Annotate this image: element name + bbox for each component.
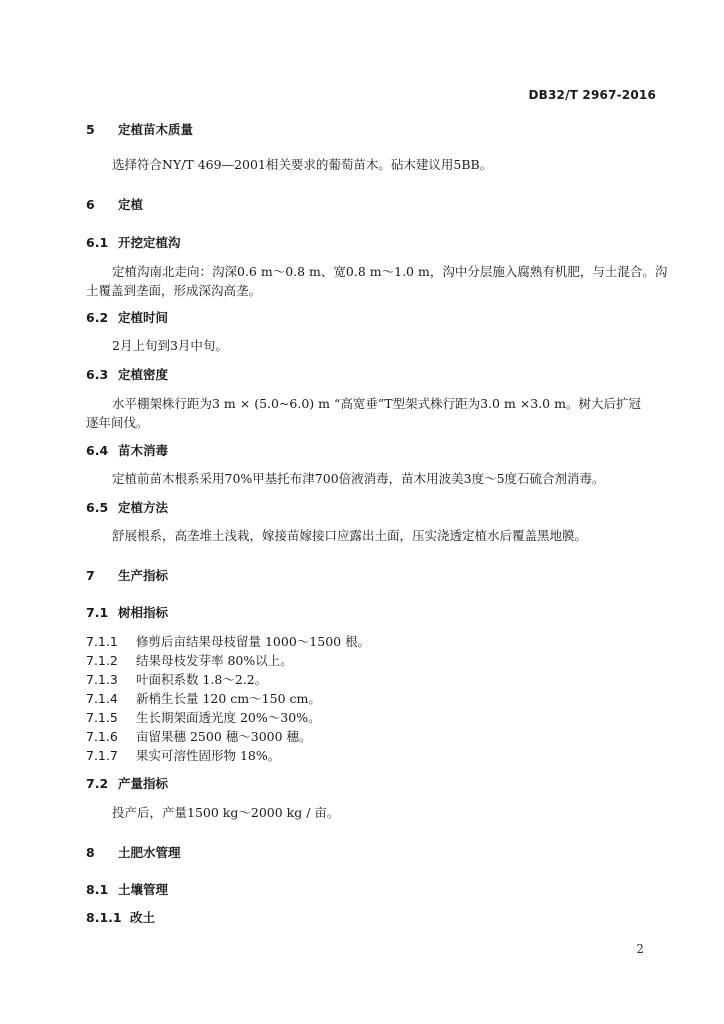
- section-8-1-1-heading: [86, 908, 155, 926]
- section-title: 定植密度: [118, 367, 169, 382]
- section-title: 定植: [118, 197, 144, 212]
- section-title: 苗木消毒: [118, 443, 169, 458]
- section-title: 土壤管理: [118, 882, 169, 897]
- subitem-text: 新梢生长量 120 cm～150 cm。: [136, 691, 321, 706]
- subitem-text: 亩留果穗 2500 穗～3000 穗。: [136, 729, 312, 744]
- section-title: 改土: [130, 910, 156, 925]
- section-number: 8.1: [86, 882, 109, 897]
- section-title: 定植时间: [118, 310, 169, 325]
- section-5-heading: [86, 120, 193, 138]
- subitem-number: 7.1.4: [86, 691, 118, 706]
- subitem-7-1-2: [86, 651, 293, 669]
- section-6-2-heading: [86, 308, 168, 326]
- section-number: 6.2: [86, 310, 109, 325]
- section-6-5-body: 舒展根系，高垄堆土浅栽，嫁接苗嫁接口应露出土面，压实浇透定植水后覆盖黑地膜。: [112, 528, 588, 543]
- subitem-number: 7.1.2: [86, 653, 118, 668]
- section-6-4-body: 定植前苗木根系采用70%甲基托布津700倍液消毒，苗木用波美3度～5度石硫合剂消毒。: [112, 471, 605, 486]
- section-number: 6.1: [86, 235, 109, 250]
- section-number: 5: [86, 122, 95, 137]
- section-7-2-body: 投产后，产量1500 kg～2000 kg / 亩。: [112, 805, 340, 820]
- section-5-body: 选择符合NY/T 469—2001相关要求的葡萄苗木。砧木建议用5BB。: [112, 157, 493, 172]
- section-number: 6: [86, 197, 95, 212]
- subitem-7-1-4: [86, 689, 321, 707]
- subitem-7-1-7: [86, 746, 280, 764]
- section-6-3-heading: [86, 365, 168, 383]
- section-number: 7: [86, 568, 95, 583]
- section-title: 开挖定植沟: [118, 235, 181, 250]
- section-6-heading: [86, 195, 143, 213]
- section-title: 定植方法: [118, 500, 169, 515]
- section-number: 6.3: [86, 367, 109, 382]
- subitem-number: 7.1.7: [86, 748, 118, 763]
- section-6-1-body-line-1: 定植沟南北走向：沟深0.6 m～0.8 m、宽0.8 m～1.0 m，沟中分层施入腐熟有机肥，与土混合。沟: [112, 264, 668, 279]
- section-number: 6.5: [86, 500, 109, 515]
- section-title: 产量指标: [118, 776, 169, 791]
- section-6-3-body-line-2: 逐年间伐。: [86, 415, 149, 430]
- subitem-text: 生长期架面透光度 20%～30%。: [136, 710, 321, 725]
- section-number: 8.1.1: [86, 910, 122, 925]
- section-number: 7.1: [86, 605, 109, 620]
- section-6-3-body-line-1: 水平棚架株行距为3 m × (5.0~6.0) m “高宽垂”T型架式株行距为3.0 m ×3.0 m。树大后扩冠: [112, 396, 641, 411]
- subitem-number: 7.1.6: [86, 729, 118, 744]
- section-title: 土肥水管理: [118, 845, 181, 860]
- subitem-text: 修剪后亩结果母枝留量 1000～1500 根。: [136, 634, 371, 649]
- section-6-1-body-line-2: 土覆盖到垄面，形成深沟高垄。: [86, 283, 262, 298]
- section-title: 生产指标: [118, 568, 169, 583]
- section-number: 6.4: [86, 443, 109, 458]
- subitem-7-1-3: [86, 670, 267, 688]
- section-title: 定植苗木质量: [118, 122, 194, 137]
- subitem-text: 结果母枝发芽率 80%以上。: [136, 653, 293, 668]
- section-number: 8: [86, 845, 95, 860]
- section-7-1-heading: [86, 603, 168, 621]
- section-6-4-heading: [86, 441, 168, 459]
- subitem-7-1-6: [86, 727, 312, 745]
- section-title: 树相指标: [118, 605, 169, 620]
- section-6-2-body: 2月上旬到3月中旬。: [112, 338, 228, 353]
- subitem-number: 7.1.5: [86, 710, 118, 725]
- section-6-5-heading: [86, 498, 168, 516]
- page-number: 2: [636, 942, 644, 956]
- section-7-2-heading: [86, 774, 168, 792]
- section-6-1-heading: [86, 233, 181, 251]
- section-7-heading: [86, 566, 168, 584]
- subitem-text: 果实可溶性固形物 18%。: [136, 748, 281, 763]
- subitem-text: 叶面积系数 1.8～2.2。: [136, 672, 268, 687]
- section-8-heading: [86, 843, 181, 861]
- section-8-1-heading: [86, 880, 168, 898]
- subitem-number: 7.1.3: [86, 672, 118, 687]
- section-number: 7.2: [86, 776, 109, 791]
- subitem-7-1-1: [86, 632, 370, 650]
- standard-code-header: DB32/T 2967-2016: [528, 88, 656, 102]
- subitem-number: 7.1.1: [86, 634, 118, 649]
- subitem-7-1-5: [86, 708, 321, 726]
